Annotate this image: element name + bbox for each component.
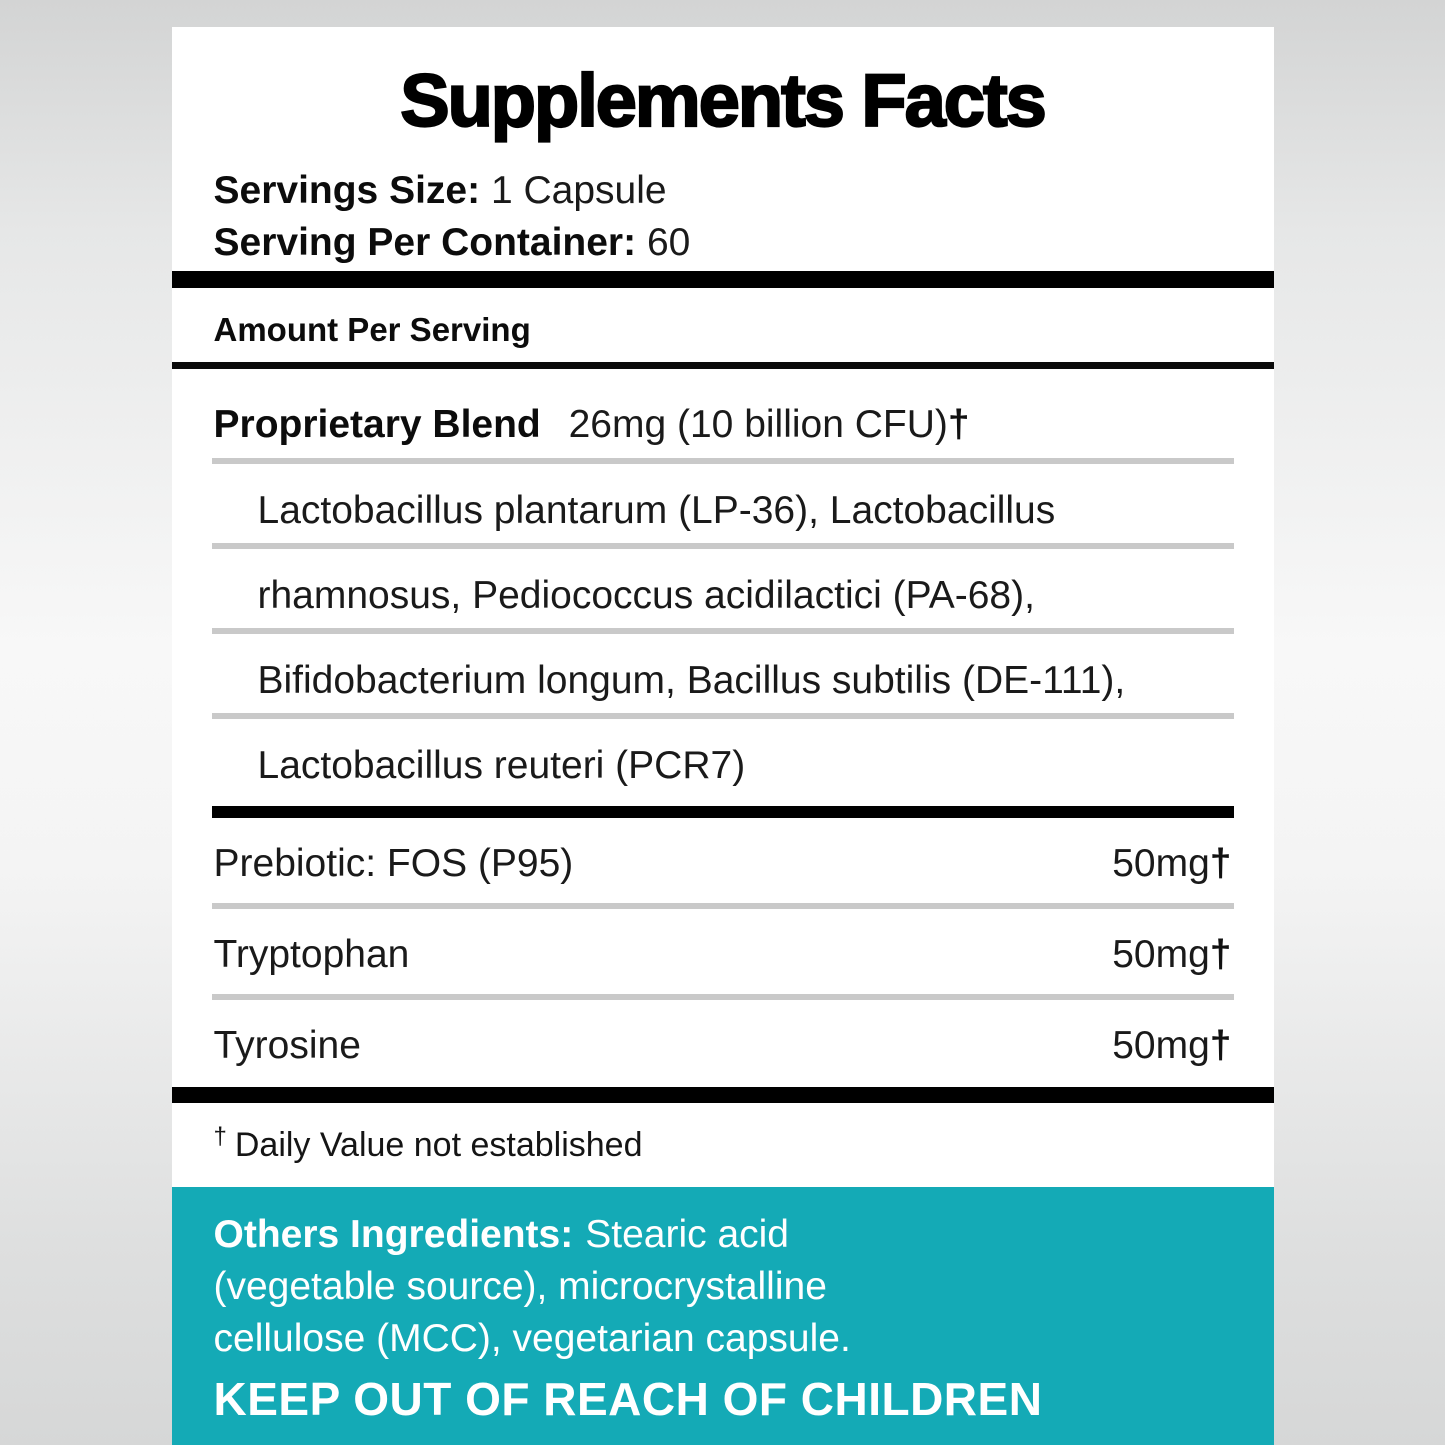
keep-out-of-reach-warning: KEEP OUT OF REACH OF CHILDREN [213, 1373, 1043, 1425]
thick-separator-bar-inset [212, 806, 1234, 818]
other-ingredients-line: (vegetable source), microcrystalline [213, 1265, 827, 1308]
blend-ingredient-line: Bifidobacterium longum, Bacillus subtilis (DE-111), [257, 659, 1126, 702]
proprietary-blend-name: Proprietary Blend [213, 403, 541, 446]
dagger-symbol: † [213, 1122, 227, 1150]
ingredient-amount: 50mg† [1112, 842, 1232, 885]
proprietary-blend-amount: 26mg (10 billion CFU) [568, 403, 948, 446]
other-ingredients-text: Stearic acid [585, 1213, 789, 1256]
dagger-symbol: † [1209, 1024, 1232, 1067]
blend-ingredient-line: Lactobacillus plantarum (LP-36), Lactobacillus [257, 489, 1056, 532]
servings-per-container-line [214, 217, 1232, 269]
proprietary-blend-header [172, 369, 1274, 448]
page-title: Supplements Facts [400, 59, 1045, 142]
proprietary-blend-dagger: † [947, 403, 970, 446]
footnote-text: Daily Value not established [234, 1126, 643, 1164]
serving-size-line [214, 165, 1232, 217]
ingredient-name: Tryptophan [213, 933, 410, 976]
thick-separator-bar-bottom [172, 1087, 1274, 1103]
serving-size-label: Servings Size: [213, 169, 481, 212]
ingredient-name: Tyrosine [213, 1024, 361, 1067]
ingredient-name: Prebiotic: FOS (P95) [213, 842, 574, 885]
thick-separator-bar-top [172, 271, 1274, 288]
other-ingredients-label: Others Ingredients: [213, 1213, 574, 1256]
supplement-facts-panel [172, 27, 1274, 1445]
table-row [172, 818, 1274, 887]
serving-info [172, 165, 1274, 269]
other-ingredients-line [214, 1209, 1232, 1261]
ingredient-amount: 50mg† [1112, 1024, 1232, 1067]
dagger-symbol: † [1209, 933, 1232, 976]
blend-ingredient-line: rhamnosus, Pediococcus acidilactici (PA-68), [257, 574, 1035, 617]
amount-per-serving-heading: Amount Per Serving [213, 311, 531, 348]
thin-separator-bar [172, 362, 1274, 369]
daily-value-footnote [172, 1103, 1274, 1167]
dagger-symbol: † [1209, 842, 1232, 885]
servings-per-container-value: 60 [646, 221, 691, 264]
serving-size-value: 1 Capsule [490, 169, 667, 212]
table-row [172, 1000, 1274, 1069]
other-ingredients-line: cellulose (MCC), vegetarian capsule. [213, 1317, 851, 1360]
ingredient-amount: 50mg† [1112, 933, 1232, 976]
table-row [172, 909, 1274, 978]
other-ingredients-section [172, 1187, 1274, 1445]
servings-per-container-label: Serving Per Container: [213, 221, 637, 264]
blend-ingredient-line: Lactobacillus reuteri (PCR7) [257, 744, 746, 787]
